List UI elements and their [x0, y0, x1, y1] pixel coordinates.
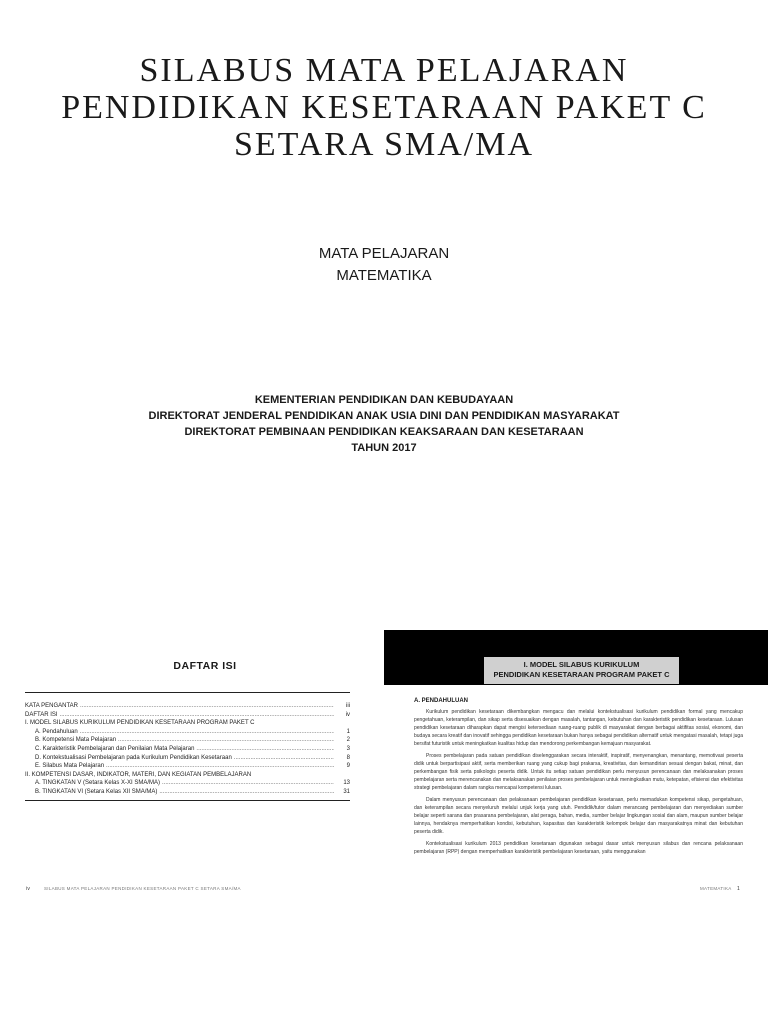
toc-entry-label: C. Karakteristik Pembelajaran dan Penilaian Mata Pelajaran — [35, 745, 195, 752]
toc-entry[interactable] — [25, 788, 350, 797]
toc-entry-page: 8 — [346, 754, 350, 761]
table-of-contents — [25, 702, 350, 797]
toc-top-rule — [25, 692, 350, 693]
toc-leader — [80, 728, 334, 737]
toc-entry-page: 2 — [346, 737, 350, 744]
subject-label: MATA PELAJARAN — [318, 245, 450, 262]
toc-leader — [159, 788, 334, 797]
title-line-1: SILABUS MATA PELAJARAN — [139, 52, 629, 89]
subject-name: MATEMATIKA — [336, 267, 432, 284]
toc-leader — [118, 736, 334, 745]
toc-title: DAFTAR ISI — [173, 660, 237, 672]
toc-leader — [162, 779, 334, 788]
toc-entry[interactable] — [25, 702, 350, 711]
toc-chapter-heading[interactable] — [25, 771, 350, 780]
toc-entry[interactable] — [25, 779, 350, 788]
toc-leader — [80, 702, 334, 711]
toc-entry-label: II. KOMPETENSI DASAR, INDIKATOR, MATERI, DAN KEGIATAN PEMBELAJARAN — [25, 771, 252, 778]
toc-bottom-rule — [25, 800, 350, 801]
publication-year: TAHUN 2017 — [351, 442, 417, 454]
toc-entry-page: 31 — [343, 788, 350, 795]
toc-entry[interactable] — [25, 711, 350, 720]
toc-entry-label: A. Pendahuluan — [35, 728, 78, 735]
toc-leader — [106, 762, 334, 771]
toc-entry-page: 3 — [346, 745, 350, 752]
toc-entry[interactable] — [25, 736, 350, 745]
toc-entry[interactable] — [25, 754, 350, 763]
toc-entry-page: 1 — [346, 728, 350, 735]
chapter-title-line-2: PENDIDIKAN KESETARAAN PROGRAM PAKET C — [493, 670, 670, 679]
toc-entry-label: E. Silabus Mata Pelajaran — [35, 763, 105, 770]
toc-entry-page: 13 — [343, 780, 350, 787]
toc-entry[interactable] — [25, 728, 350, 737]
toc-leader — [196, 745, 334, 754]
toc-entry-page: 9 — [346, 763, 350, 770]
right-page-number: 1 — [737, 886, 741, 892]
toc-entry-label: D. Kontekstualisasi Pembelajaran pada Kurikulum Pendidikan Kesetaraan — [35, 754, 232, 761]
paragraph: Proses pembelajaran pada satuan pendidikan diselenggarakan secara interaktif, inspiratif, menyenangkan, menantang, memotivasi peserta didik untuk berpartisipasi aktif, serta memberikan ruang yang cukup bagi prakarsa, kreativitas, dan kemandirian sesuai dengan bakat, minat, dan perkembangan fisik serta psikologis peserta didik. Untuk itu setiap satuan pendidikan perlu menyusun perencanaan dan melaksanakan proses pembelajaran serta merencanakan dan melaksanakan penilaian proses pembelajaran untuk meningkatkan mutu, ketepatan, efisiensi dan efektivitas strategi pembelajaran dalam rangka mencapai kompetensi lulusan. — [414, 753, 743, 791]
paragraph: Dalam menyusun perencanaan dan pelaksanaan pembelajaran pendidikan kesetaraan, perlu memadukan kompetensi sikap, pengetahuan, dan keterampilan secara menyeluruh melalui unjuk kerja yang utuh. Pendidik/tutor dalam merancang pembelajaran dan menyediakan sumber belajar seperti sarana dan prasarana pembelajaran, alat peraga, bahan, media, sumber belajar lingkungan sosial dan alam, maupun sumber belajar lainnya, hendaknya memperhatikan kondisi, kebutuhan, kapasitas dan karakteristik kelompok belajar dan masyarakatnya minat dan kebutuhan peserta didik. — [414, 797, 743, 835]
left-running-title: SILABUS MATA PELAJARAN PENDIDIKAN KESETARAAN PAKET C SETARA SMA/MA — [44, 886, 241, 891]
toc-leader — [234, 754, 334, 763]
toc-entry-label: I. MODEL SILABUS KURIKULUM PENDIDIKAN KESETARAAN PROGRAM PAKET C — [25, 720, 255, 727]
ministry-block — [0, 392, 768, 456]
title-line-2: PENDIDIKAN KESETARAAN PAKET C — [61, 89, 707, 126]
ministry-line-3: DIREKTORAT PEMBINAAN PENDIDIKAN KEAKSARAAN DAN KESETARAAN — [184, 426, 584, 438]
toc-entry-label: KATA PENGANTAR — [25, 703, 79, 709]
toc-entry[interactable] — [25, 762, 350, 771]
body-text — [414, 708, 743, 860]
toc-entry-label: B. TINGKATAN VI (Setara Kelas XII SMA/MA) — [35, 788, 158, 795]
paragraph: Kontekstualisasi kurikulum 2013 pendidikan kesetaraan digunakan sebagai dasar untuk menyusun silabus dan rencana pelaksanaan pembelajaran (RPP) dengan memperhatikan karakteristik pembelajaran kesetaraan, yaitu menggunakan — [414, 841, 743, 855]
ministry-line-1: KEMENTERIAN PENDIDIKAN DAN KEBUDAYAAN — [254, 394, 514, 406]
toc-entry-label: B. Kompetensi Mata Pelajaran — [35, 737, 117, 744]
toc-entry-label: DAFTAR ISI — [25, 711, 58, 718]
left-page-number: iv — [26, 886, 31, 892]
ministry-line-2: DIREKTORAT JENDERAL PENDIDIKAN ANAK USIA DINI DAN PENDIDIKAN MASYARAKAT — [148, 410, 620, 422]
right-running-title: MATEMATIKA — [700, 886, 732, 891]
toc-entry-page: iv — [345, 711, 350, 718]
toc-entry-page: iii — [346, 703, 350, 709]
section-heading: A. PENDAHULUAN — [414, 698, 468, 704]
toc-entry-label: A. TINGKATAN V (Setara Kelas X-XI SMA/MA) — [35, 780, 161, 787]
toc-chapter-heading[interactable] — [25, 719, 350, 728]
chapter-title-box — [484, 657, 679, 684]
title-line-3: SETARA SMA/MA — [233, 126, 535, 163]
toc-leader — [60, 711, 334, 720]
subject-block — [0, 243, 768, 287]
chapter-title-line-1: I. MODEL SILABUS KURIKULUM — [523, 660, 640, 669]
document-title — [0, 52, 768, 163]
toc-entry[interactable] — [25, 745, 350, 754]
paragraph: Kurikulum pendidikan kesetaraan dikembangkan mengacu dan melalui kontekstualisasi kurikulum pendidikan formal yang mencakup pengetahuan, keterampilan, dan sikap serta disesuaikan dengan masalah, tantangan, kebutuhan dan karakteristik pendidikan kesetaraan. Lulusan pendidikan kesetaraan diharapkan dapat mengisi ketersediaan ruang-ruang publik di masyarakat dengan berbagai aktifitas sosial, ekonomi, dan budaya secara kreatif dan inovatif sehingga pendidikan kesetaraan bukan hanya sebagai pendidikan alternatif untuk mengatasi masalah, tetapi juga bersifat futuristik untuk meningkatkan kualitas hidup dan mendorong perkembangan kemajuan masyarakat. — [414, 709, 743, 747]
